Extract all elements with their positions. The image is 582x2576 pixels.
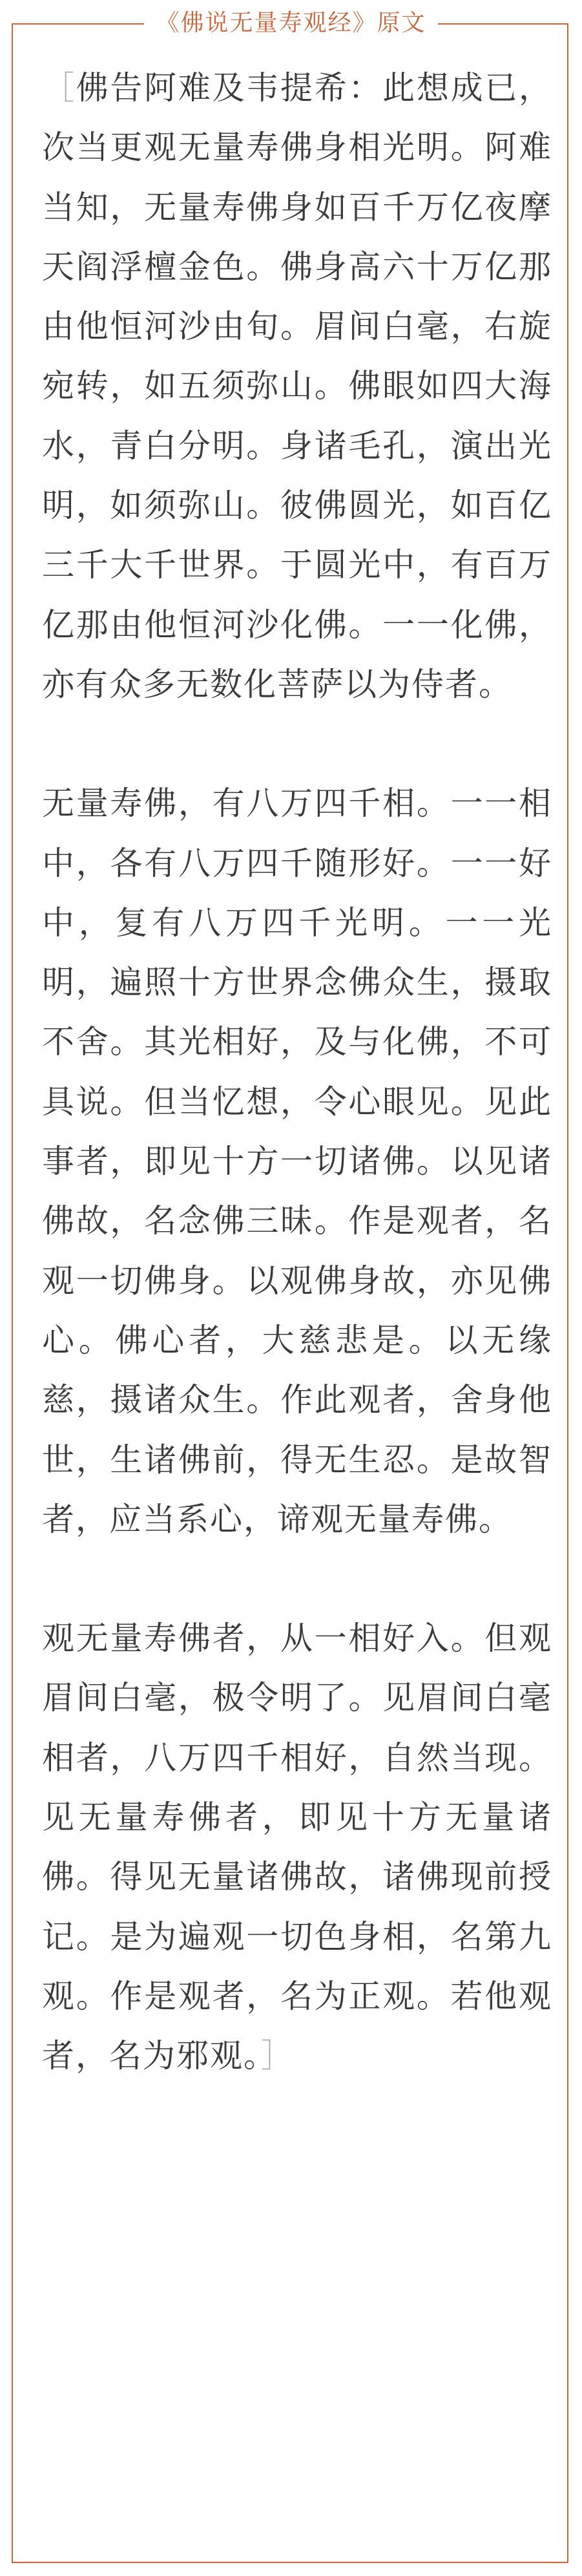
page-title: 《佛说无量寿观经》原文 [144,4,437,43]
scripture-text [42,58,552,2086]
paragraph-3-text: 观无量寿佛者，从一相好入。但观眉间白毫，极令明了。见眉间白毫相者，八万四千相好，自然当现。见无量寿佛者，即见十方无量诸佛。得见无量诸佛故，诸佛现前授记。是为遍观一切色身相，名第九观。作是观者，名为正观。若他观者，名为邪观。 [42,1620,552,2075]
paragraph-2 [42,774,552,1549]
paragraph-1-text: 佛告阿难及韦提希：此想成已，次当更观无量寿佛身相光明。阿难当知，无量寿佛身如百千万亿夜摩天阎浮檀金色。佛身高六十万亿那由他恒河沙由旬。眉间白毫，右旋宛转，如五须弥山。佛眼如四大海水，青白分明。身诸毛孔，演出光明，如须弥山。彼佛圆光，如百亿三千大千世界。于圆光中，有百万亿那由他恒河沙化佛。一一化佛，亦有众多无数化菩萨以为侍者。 [42,69,553,703]
paragraph-3 [42,1609,552,2085]
paragraph-2-text: 无量寿佛，有八万四千相。一一相中，各有八万四千随形好。一一好中，复有八万四千光明。一一光明，遍照十方世界念佛众生，摄取不舍。其光相好，及与化佛，不可具说。但当忆想，令心眼见。见此事者，即见十方一切诸佛。以见诸佛故，名念佛三昧。作是观者，名观一切佛身。以观佛身故，亦见佛心。佛心者，大慈悲是。以无缘慈，摄诸众生。作此观者，舍身他世，生诸佛前，得无生忍。是故智者，应当系心，谛观无量寿佛。 [42,785,552,1538]
header-bar [0,4,582,43]
open-bracket: ［ [42,69,76,107]
close-bracket: ］ [261,2037,295,2075]
paragraph-1 [42,58,552,714]
